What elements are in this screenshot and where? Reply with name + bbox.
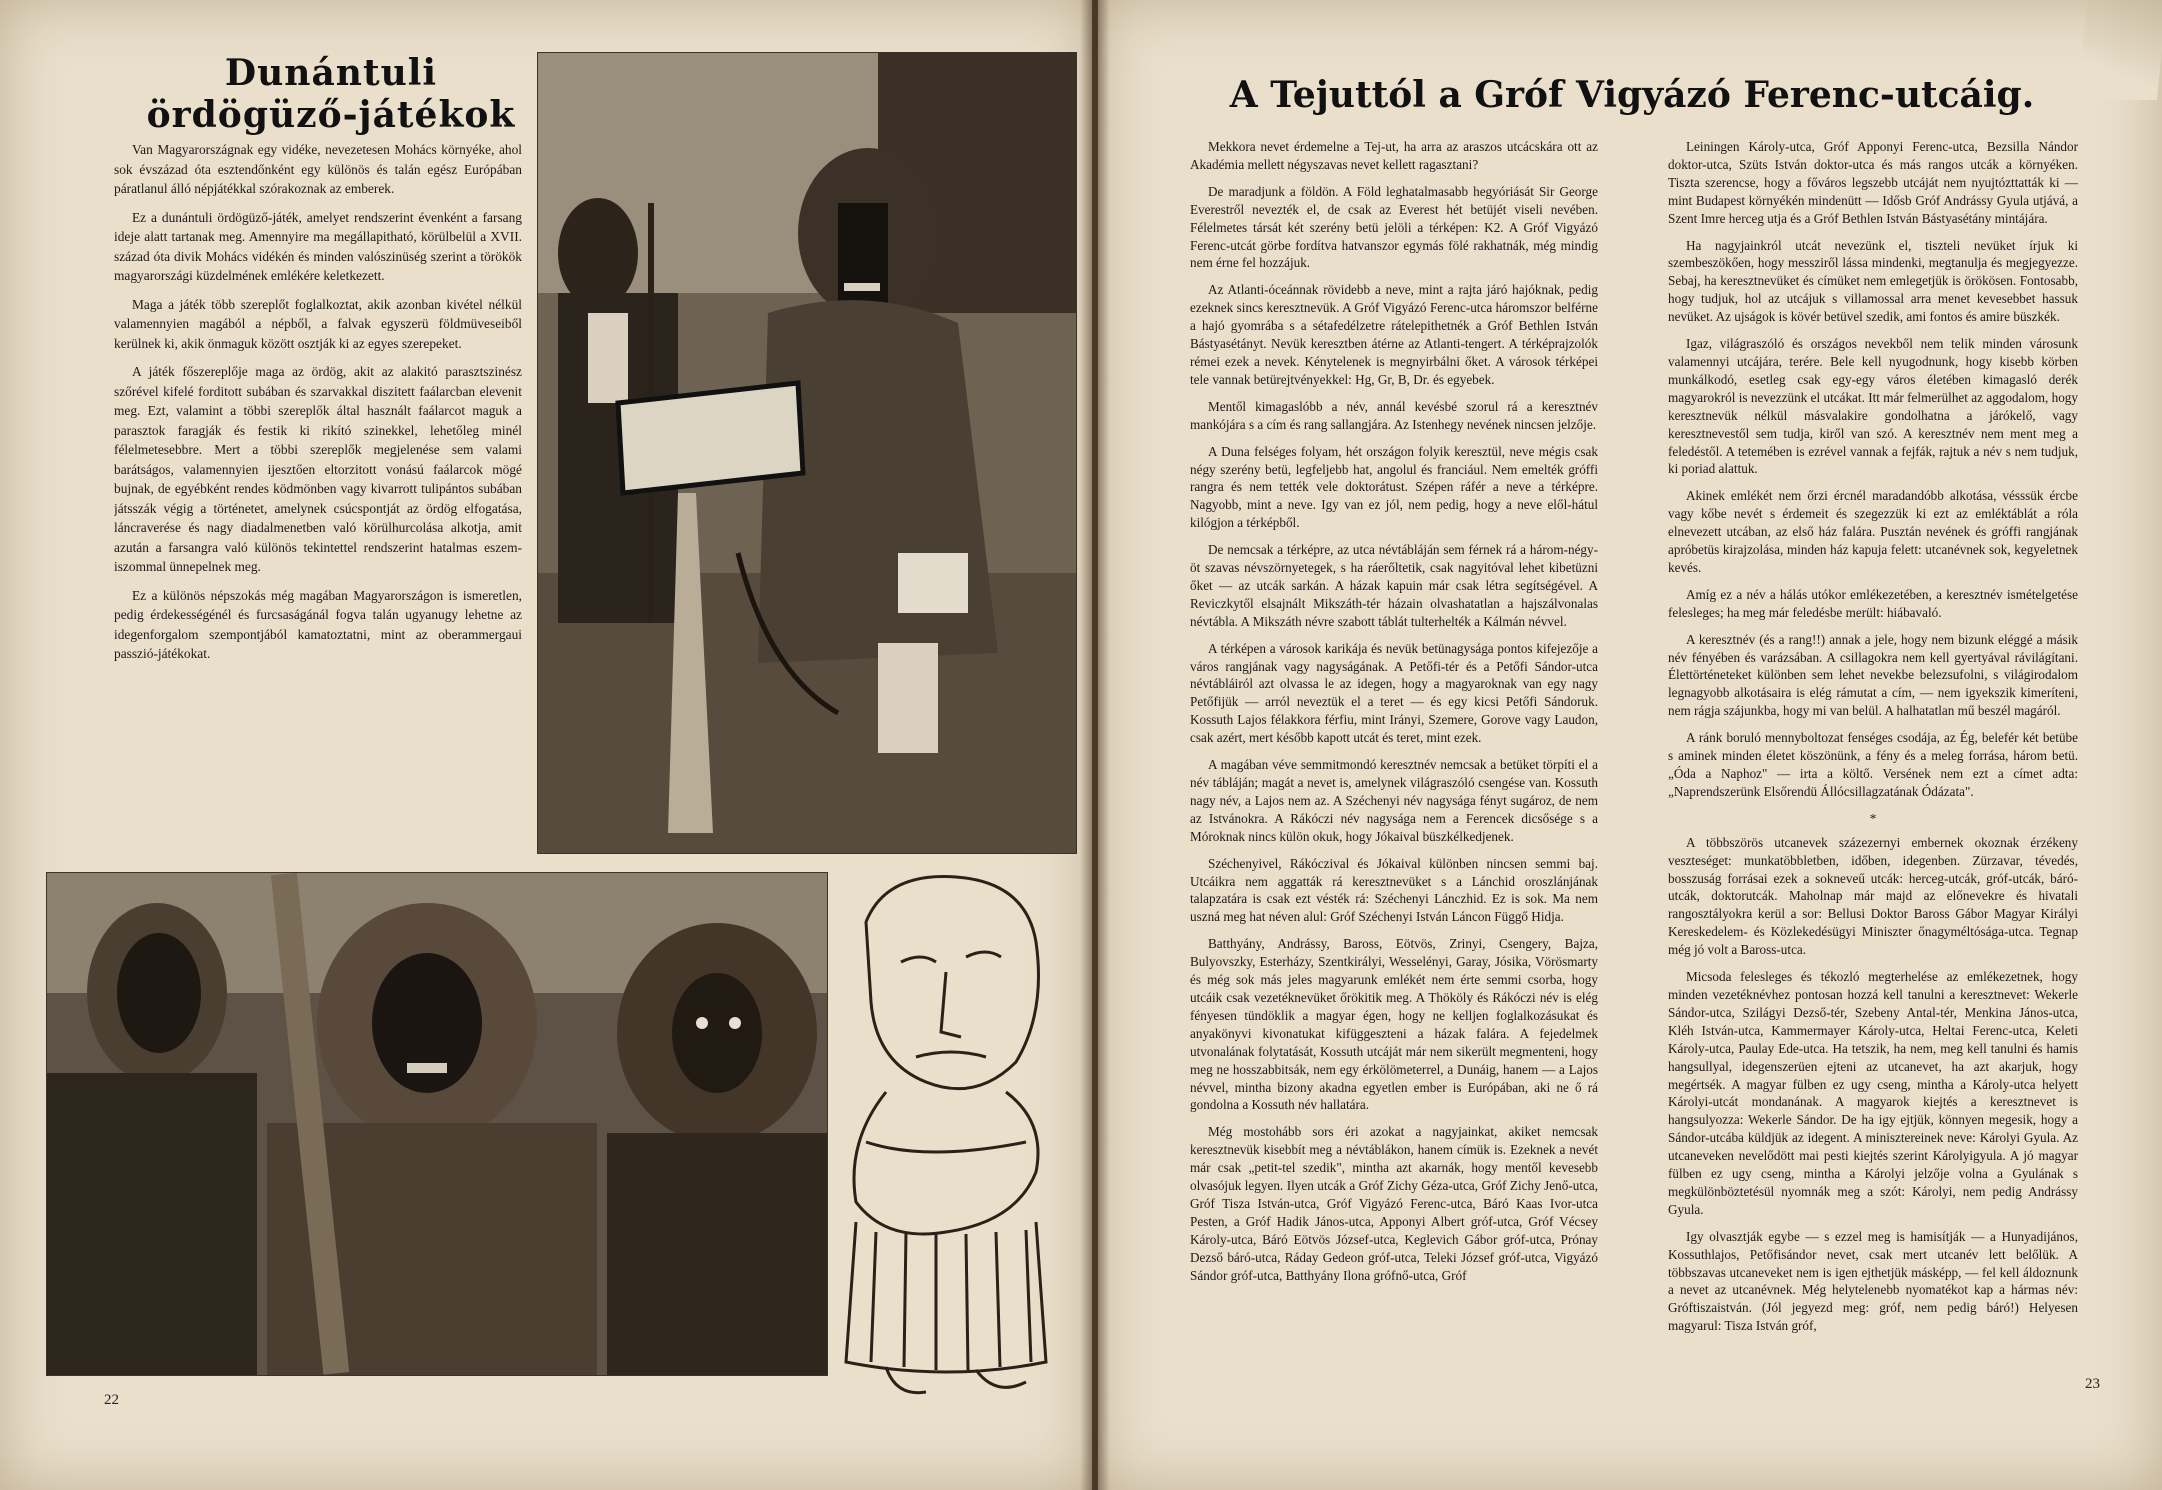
- photo-masked-figures-bottom: [46, 872, 828, 1376]
- paragraph: Akinek emlékét nem őrzi ércnél maradandóbb alkotása, vésssük ércbe vagy kőbe nevét s érdemeit és szegezzük ki ezt az emléktáblát a róla elnevezett utcában, az első ház falára. Pusztán nevének és gróffi rangjának apróbetüs kirajzolása, minden ház kapuja felett: utcanévnek sok, kegyeletnek kevés.: [1668, 488, 2078, 575]
- paragraph: A Duna felséges folyam, hét országon folyik keresztül, neve mégis csak négy szerény betü, legfeljebb hat, angolul és franciául. Nem emelték gróffi rangra és nem tették vele doktorátust. Szépen ráfér a neve a térképre. Nagyobb, mint a neve. Igy van ez jól, nem pedig, hogy a neve elől-hátul kilógjon a térképből.: [1190, 443, 1598, 531]
- drawing-illustration: [826, 862, 1076, 1402]
- paragraph: Az Atlanti-óceánnak rövidebb a neve, mint a rajta járó hajóknak, pedig ezeknek sincs keresztnevük. A Gróf Vigyázó Ferenc-utca háromszor belférne a hajó gyomrába s a sétafedélzetre rátelepithetnék a Gróf Bethlen István Bástyasétányt. Nevük keresztben átérne az Atlanti-tengert. A térképrajzolók rémei ezek a nevek. Kénytelenek is megnyirbálni őket. A városok térképei tele vannak betürejtvényekkel: Hg, Gr, B, Dr. és egyebek.: [1190, 282, 1598, 387]
- article-text-column-b: [1668, 138, 2078, 1370]
- page-number-left: 22: [104, 1392, 119, 1408]
- paragraph: Ez a különös népszokás még magában Magyarországon is ismeretlen, pedig érdekességénél és furcsaságánál fogva talán ugyanugy lehetne az idegenforgalom szempontjából kamatoztatni, mint az oberammergaui passzió-játékokat.: [114, 587, 522, 661]
- paragraph: Ha nagyjainkról utcát nevezünk el, tiszteli nevüket írjuk ki szembeszökően, hogy messziről lássa mindenki, megtanulja és megjegyezze. Sebaj, ha keresztnevüket és címüket nem emlegetjük is örökösen. Fontosabb, hogy tudjuk, hol az utcájuk s villamossal arra menet kevesebbet hassuk nevüket. Az ujságok is kövér betüvel szedik, ami fontos és amire büszkék.: [1668, 237, 2078, 325]
- paragraph: De nemcsak a térképre, az utca névtábláján sem férnek rá a három-négy-öt szavas névszörnyetegek, s ha ráerőltetik, csak nagyitóval lehet kibetüzni őket — az utcák sarkán. A házak kapuin már csak létra segítségével. A Reviczkytől elsajnált Mikszáth-tér házain olvashatatlan a hajszálvonalas névtábla. A Mikszáth névre szabott táblát tulterhelték a Kálmán névvel.: [1190, 542, 1598, 629]
- article-text-left: [114, 140, 522, 858]
- page-number-right: 23: [2085, 1376, 2100, 1392]
- paragraph: Amíg ez a név a hálás utókor emlékezetében, a keresztnév ismételgetése felesleges; ha meg már feledésbe merült: hiábavaló.: [1668, 586, 2078, 620]
- ink-drawing-devil: [826, 862, 1076, 1402]
- paragraph: A többszörös utcanevek százezernyi embernek okoznak érzékeny veszteséget: munkatöbbletben, időben, idegenben. Zürzavar, tévedés, bosszuság forrásai ezek a sokneveű utcák: herceg-utcák, gróf-utcák, báró-utcák, doktorutcák. Maholnap már majd az előnevekre és hivatali rangosztályokra kerül a sor: Bellusi Doktor Baross Gábor Magyar Királyi Kereskedelem- és Közlekedésügyi Miniszter őnagyméltósága-utca. Tegnap még jó volt a Baross-utca.: [1668, 834, 2078, 958]
- paragraph: Van Magyarországnak egy vidéke, nevezetesen Mohács környéke, ahol sok évszázad óta esztendőnként egy különös és talán egész Európában páratlanul álló népjátékkal szórakoznak az emberek.: [114, 142, 522, 196]
- section-divider: *: [1869, 810, 1877, 826]
- paragraph: A magában véve semmitmondó keresztnév nemcsak a betüket törpíti el a név tábláján; magát a nevet is, amelynek világraszóló csengése van. Kossuth nagy név, a Lajos nem az. A Széchenyi név nagysága fényt sugároz, de nem az Istvánokra. A Rákóczi név nagysága nem a Ferencek dicsősége s a Móroknak nincs külön okuk, hogy Jókaival büszkélkedjenek.: [1190, 757, 1598, 844]
- paragraph: Ez a dunántuli ördögüző-játék, amelyet rendszerint évenként a farsang ideje alatt tartanak meg. Amennyire ma megállapitható, körülbelül a XVII. század óta divik Mohács vidékén és minden valószinüség szerint a törökök magyarországi küzdelmének emlékére keletkezett.: [114, 209, 522, 283]
- photo-masked-figures-top: [537, 52, 1077, 854]
- paragraph: Mentől kimagaslóbb a név, annál kevésbé szorul rá a keresztnév mankójára s a cím és rang sallangjára. Az Istenhegy nevének nincsen jelzője.: [1190, 398, 1598, 432]
- paragraph: Még mostohább sors éri azokat a nagyjainkat, akiket nemcsak keresztnevük kisebbít meg a névtáblákon, hanem címük is. Ezeknek a nevét már csak „petit-tel szedik", mintha azt akarnák, hogy mentől kevesebb olvasójuk legyen. Ilyen utcák a Gróf Zichy Géza-utca, Gróf Zichy Jenő-utca, Gróf Tisza István-utca, Gróf Vigyázó Ferenc-utca, Báró Kaas Ivor-utca Pesten, a Gróf Hadik János-utca, Apponyi Albert gróf-utca, Gróf Vécsey Károly-utca, Báró Eötvös József-utca, Keglevich Gábor gróf-utca, Prónay Dezső báró-utca, Ráday Gedeon gróf-utca, Teleki József gróf-utca, Vigyázó Sándor gróf-utca, Batthyány Ilona grófnő-utca, Gróf: [1190, 1124, 1598, 1283]
- paragraph: A játék főszereplője maga az ördög, akit az alakitó parasztszinész szőrével kifelé forditott subában és szarvakkal diszitett faálarcban elevenit meg. Ezt, valamint a többi szereplők által használt faálarcot maguk a parasztok faragják és festik ki rikító szinekkel, lehetőleg minél félelmetesebbre. Mert a többi szereplők megjelenése sem valami barátságos, valamennyien ijesztően eltorzitott vonású faálarcok mögé bujnak, de egyébként rendes ködmönben vagy kivarrott tulipántos subában játsszák végig a történetet, amelynek csúcspontját az ördög elfogatása, láncraverése és nagy diadalmenetben való körülhurcolása alkotja, amit azután a farsangra való különös tekintettel rendszerint hatalmas eszem-iszommal ünnepelnek meg.: [114, 364, 522, 574]
- paragraph: De maradjunk a földön. A Föld leghatalmasabb hegyóriását Sir George Everestről nevezték el, de csak az Everest hét betüjét viseli nevében. Félelmetes társát két szerény betü jelöli a térképen: K2. A Gróf Vigyázó Ferenc-utcát görbe fordítva hatvanszor egymás fölé rakhatnák, még mindig nem érne fel hozzájuk.: [1190, 183, 1598, 271]
- paragraph: Maga a játék több szereplőt foglalkoztat, akik azonban kivétel nélkül valamennyien magából a népből, a falvak egyszerü földmüveseiből kerülnek ki, akik önmaguk között osztják ki az egyes szerepeket.: [114, 296, 522, 351]
- paragraph: A ránk boruló mennyboltozat fenséges csodája, az Ég, belefér két betübe s aminek minden életet köszönünk, a fény és a meleg forrása, három betü. „Óda a Naphoz" — irta a költő. Versének nem ezt a címet adta: „Naprendszerünk Elsőrendü Állócsillagzatának Ódázata".: [1668, 730, 2078, 799]
- paragraph: A térképen a városok karikája és nevük betünagysága pontos kifejezője a város rangjának vagy nagyságának. A Petőfi-tér és a Petőfi Sándor-utca névtábláiról azt olvassa le az idegen, hogy a magyaroknak van egy nagy Petőfijük — arról neveztük el a teret — és egy kicsi Petőfi Sándoruk. Kossuth Lajos félakkora férfiu, mint Irányi, Szemere, Gorove vagy Laudon, csak azért, mert később kapott utcát és teret, mint ezek.: [1190, 640, 1598, 746]
- paragraph: Igy olvasztják egybe — s ezzel meg is hamisítják — a Hunyadijános, Kossuthlajos, Petőfisándor nevet, csak mert utcanév lett belőlük. A többszavas utcaneveket nem is igen ejthetjük másképp, — fel kell áldoznunk a nevet az utcanévnek. Még helytelenebb nyomatékot kap a hármas név: Gróftiszaistván. (Jól jegyezd meg: gróf, nem pedig báró!) Helyesen magyarul: Tisza István gróf,: [1668, 1228, 2078, 1334]
- page-gutter: [1080, 0, 1110, 1490]
- paragraph: Batthyány, Andrássy, Baross, Eötvös, Zrinyi, Csengery, Bajza, Bulyovszky, Esterházy, Szentkirályi, Wesselényi, Garay, Jósika, Vörösmarty és még sok más jeles magyarunk emlékét nem érte semmi csorba, hogy utcáik csak vezetéknevüket őrökitik meg. A Thököly és Rákóczi név is elég fényesen tündöklik a magyar égen, hogy ne kelljen foglalkozásukat és anyakönyvi kivonatukat kifüggeszteni a házak falára. A fejedelmek utvonalának folytatását, Kossuth utcáját már nem sikerült megmenteni, hogy meg ne hosszabbitsák, nem egy érkölömeterrel, a Dunáig, hanem — a Lajos névvel, mintha bizony akadna egyetlen ember is Európában, aki ne ő rá gondolna a Kossuth név hallatára.: [1190, 936, 1598, 1113]
- torn-corner: [2077, 0, 2162, 100]
- paragraph: Igaz, világraszóló és országos nevekből nem telik minden városunk valamennyi utcájára, terére. Bele kell nyugodnunk, hogy kisebb körben munkálkodó, esetleg csak egy-egy város életében kimagasló derék magyarokról is nevezzünk el utcákat. Itt már felmerülhet az aggodalom, hogy keresztnevük nélkül másvalakire gondolhatna a járókelő, vagy keresztnevestől sem tudja, kiről van szó. A keresztnév nem ment meg a feledéstől. A tetemében is ezrével vannak a fejfák, rajtuk a név s nem tudjuk, ki poriad alattuk.: [1668, 336, 2078, 477]
- photo-illustration: [538, 53, 1076, 853]
- paragraph: Mekkora nevet érdemelne a Tej-ut, ha arra az araszos utcácskára ott az Akadémia mellett négyszavas nevet kellett ragasztani?: [1190, 139, 1598, 172]
- paragraph: Leiningen Károly-utca, Gróf Apponyi Ferenc-utca, Bezsilla Nándor doktor-utca, Szüts István doktor-utca és más rangos utcák a környéken. Tiszta szerencse, hogy a főváros legszebb utcáját nem nyujtózttatták ki — mint Budapest környékén mindenütt — Idősb Gróf Andrássy Gyula utjává, a Szent Imre herceg utja és a Gróf Bethlen István Bástyasétány mintájára.: [1668, 139, 2078, 226]
- paragraph: Micsoda felesleges és tékozló megterhelése az emlékezetnek, hogy minden vezetéknévhez pontosan hozzá kell tanulni a keresztnevet: Wekerle Sándor-utca, Szilágyi Dezső-tér, Szebeny Antal-tér, Menkina János-utca, Kléh István-utca, Kammermayer Károly-utca, Heltai Ferenc-utca, Keleti Károly-utca, Paulay Ede-utca. Ha tetszik, ha nem, meg kell tanulni és hamis hangsullyal, idegenszerüen ejteni az utcanevet, ha azt akarjuk, hogy megértsék. A magyar fülben ez ugy cseng, mintha a Károly-utca helyett Károlyi-utcát mondanának. A magyarok kiejtés a keresztnevet is hangsulyozza: Wekerle Sándor. De ha igy ejtjük, könnyen megesik, hogy a Sándor-utcába küldjük az idegent. A minisztereinek neve: Károlyi Gyula. Az utcaneveken nevelődött mai pesti kiejtés szerint Károlyigyula. A jó magyar fülben ez ugy cseng, mintha a Károlyi jelzője volna a Gyulának s megkülönböztetésül nyomnák meg a szót: Károlyi, nem pedig Andrássy Gyula.: [1668, 969, 2078, 1217]
- article-text-column-a: [1190, 138, 1598, 1370]
- article-title-left: Dunántuli ördögüző-játékok: [146, 52, 516, 136]
- article-title-right: A Tejuttól a Gróf Vigyázó Ferenc-utcáig.: [1229, 74, 2035, 116]
- paragraph: A keresztnév (és a rang!!) annak a jele, hogy nem bizunk eléggé a másik név fényében és varázsában. A csillagokra nem kell gyertyával rávilágítani. Élettörténeteket különben sem lehet nevekbe belezsufolni, s világirodalom legnagyobb alkotásaira is elég rámutat a cím, — nem igyekszik kimeríteni, nem rágja szájunkba, hogy mi van belül. A halhatatlan mű beszél magáról.: [1668, 631, 2078, 719]
- paragraph: Széchenyivel, Rákóczival és Jókaival különben nincsen semmi baj. Utcáikra nem aggatták rá keresztnevüket s a Lánchid oroszlánjának talapzatára is csak ezt vésték rá: Széchenyi Lánczhid. Ez is sok. Ma nem uszná meg hat néven alul: Gróf Széchenyi István Láncon Függő Hidja.: [1190, 855, 1598, 925]
- photo-illustration: [47, 873, 827, 1375]
